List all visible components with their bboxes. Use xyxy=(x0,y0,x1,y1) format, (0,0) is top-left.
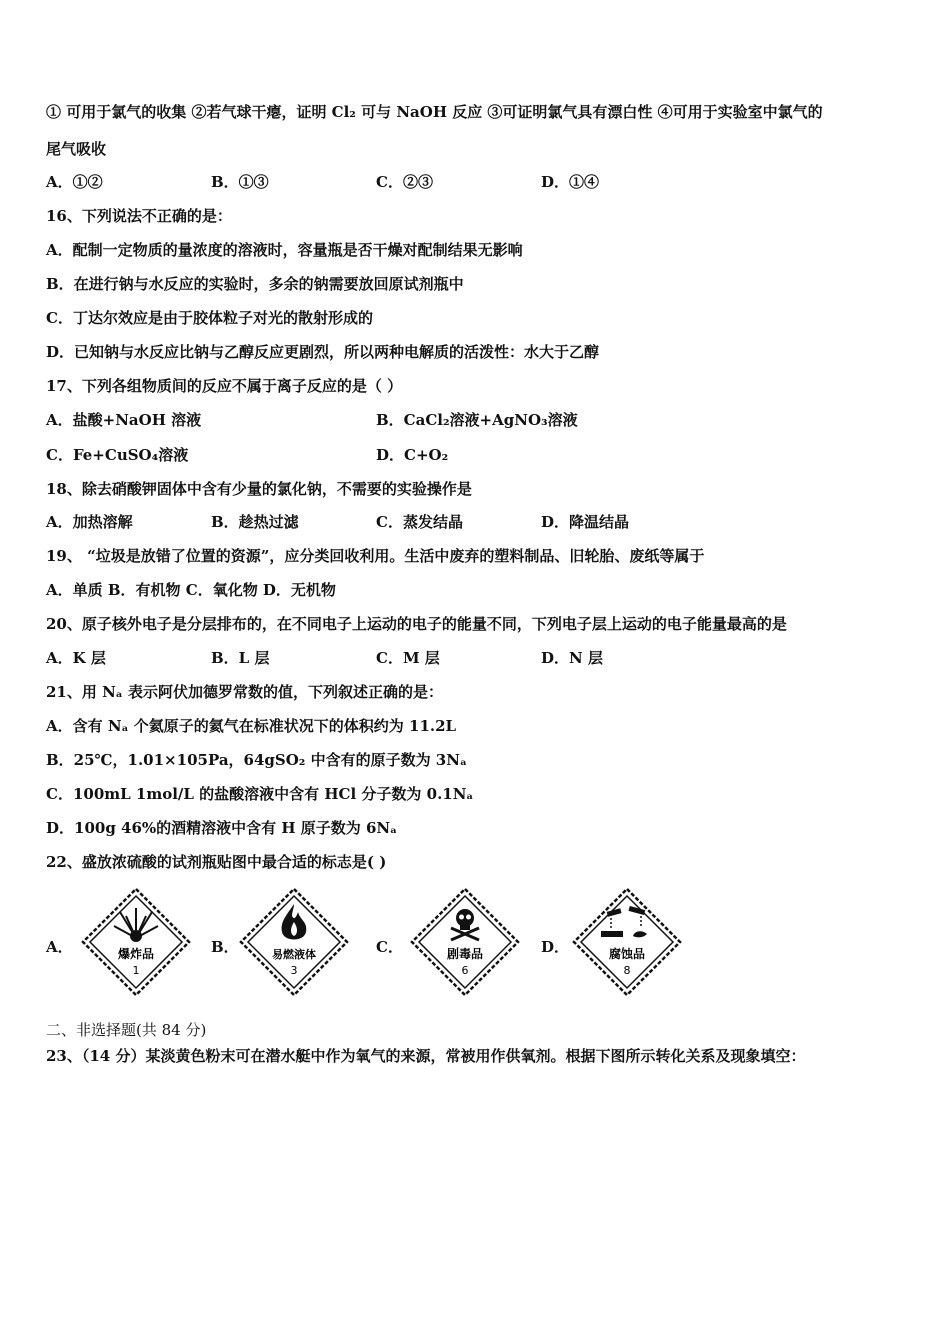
q15-statements-line1: ① 可用于氯气的收集 ②若气球干瘪，证明 Cl₂ 可与 NaOH 反应 ③可证明氯气具有漂白性 ④可用于实验室中氯气的 xyxy=(46,103,823,121)
q22-stem: 22、盛放浓硫酸的试剂瓶贴图中最合适的标志是( ) xyxy=(46,853,387,871)
q17-option-a: A．盐酸+NaOH 溶液 xyxy=(46,411,202,429)
flammable-liquid-sign xyxy=(238,886,350,998)
flame-diamond-icon xyxy=(238,886,350,998)
flammable-class-number: 3 xyxy=(290,964,298,977)
q21-option-c: C．100mL 1mol/L 的盐酸溶液中含有 HCl 分子数为 0.1Nₐ xyxy=(46,785,474,803)
q20-option-d: D．N 层 xyxy=(541,649,603,667)
q15-option-c: C．②③ xyxy=(376,173,433,191)
toxic-sign xyxy=(409,886,521,998)
q15-statements-line2: 尾气吸收 xyxy=(46,140,107,158)
q22-letter-a: A． xyxy=(46,938,73,956)
q18-stem: 18、除去硝酸钾固体中含有少量的氯化钠，不需要的实验操作是 xyxy=(46,480,472,498)
q19-stem: 19、 “垃圾是放错了位置的资源”，应分类回收利用。生活中废弃的塑料制品、旧轮胎、废纸等属于 xyxy=(46,547,705,565)
corrosive-sign xyxy=(571,886,683,998)
q20-stem: 20、原子核外电子是分层排布的，在不同电子上运动的电子的能量不同，下列电子层上运动的电子能量最高的是 xyxy=(46,615,787,633)
toxic-class-number: 6 xyxy=(461,964,469,977)
q17-option-b: B．CaCl₂溶液+AgNO₃溶液 xyxy=(376,411,578,429)
q22-letter-b: B． xyxy=(211,938,239,956)
q21-option-b: B．25℃，1.01×105Pa，64gSO₂ 中含有的原子数为 3Nₐ xyxy=(46,751,467,769)
q16-option-d: D．已知钠与水反应比钠与乙醇反应更剧烈，所以两种电解质的活泼性：水大于乙醇 xyxy=(46,343,600,361)
corrosive-diamond-icon xyxy=(571,886,683,998)
q21-stem: 21、用 Nₐ 表示阿伏加德罗常数的值，下列叙述正确的是： xyxy=(46,683,444,701)
flammable-liquid-label: 易燃液体 xyxy=(272,948,316,961)
q16-option-b: B．在进行钠与水反应的实验时，多余的钠需要放回原试剂瓶中 xyxy=(46,275,464,293)
q20-option-c: C．M 层 xyxy=(376,649,440,667)
q16-option-a: A．配制一定物质的量浓度的溶液时，容量瓶是否干燥对配制结果无影响 xyxy=(46,241,523,259)
corrosive-label: 腐蚀品 xyxy=(608,947,646,961)
explosive-sign xyxy=(80,886,192,998)
q18-option-c: C．蒸发结晶 xyxy=(376,513,463,531)
toxic-label: 剧毒品 xyxy=(446,947,484,961)
q17-stem: 17、下列各组物质间的反应不属于离子反应的是（ ） xyxy=(46,377,403,395)
q18-option-d: D．降温结晶 xyxy=(541,513,630,531)
q19-options: A．单质 B．有机物 C．氧化物 D．无机物 xyxy=(46,581,336,599)
q15-option-a: A．①② xyxy=(46,173,103,191)
q15-option-b: B．①③ xyxy=(211,173,269,191)
q16-option-c: C．丁达尔效应是由于胶体粒子对光的散射形成的 xyxy=(46,309,373,327)
q23-stem: 23、（14 分）某淡黄色粉末可在潜水艇中作为氧气的来源，常被用作供氧剂。根据下图所示转化关系及现象填空： xyxy=(46,1047,806,1065)
q16-stem: 16、下列说法不正确的是： xyxy=(46,207,232,225)
q21-option-d: D．100g 46%的酒精溶液中含有 H 原子数为 6Nₐ xyxy=(46,819,398,837)
explosive-label: 爆炸品 xyxy=(117,947,155,961)
q18-option-a: A．加热溶解 xyxy=(46,513,133,531)
q15-option-d: D．①④ xyxy=(541,173,600,191)
q17-option-d: D．C+O₂ xyxy=(376,446,449,464)
corrosive-class-number: 8 xyxy=(623,964,631,977)
explosive-class-number: 1 xyxy=(132,964,140,977)
q20-option-b: B．L 层 xyxy=(211,649,270,667)
q17-option-c: C．Fe+CuSO₄溶液 xyxy=(46,446,189,464)
q22-letter-c: C． xyxy=(376,938,403,956)
q22-letter-d: D． xyxy=(541,938,570,956)
q21-option-a: A．含有 Nₐ 个氦原子的氦气在标准状况下的体积约为 11.2L xyxy=(46,717,457,735)
q20-option-a: A．K 层 xyxy=(46,649,106,667)
skull-diamond-icon xyxy=(409,886,521,998)
q18-option-b: B．趁热过滤 xyxy=(211,513,299,531)
section-2-title: 二、非选择题(共 84 分) xyxy=(46,1021,207,1039)
explosive-diamond-icon xyxy=(80,886,192,998)
